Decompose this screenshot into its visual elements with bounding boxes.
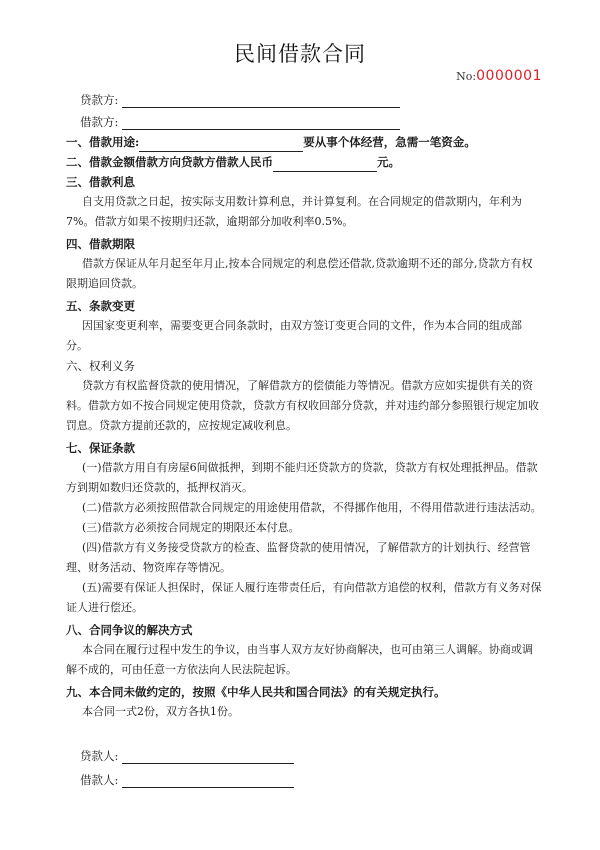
section-dispute-body: 本合同在履行过程中发生的争议，由当事人双方友好协商解决，也可由第三人调解。协商或调解不成的，可由任意一方依法向人民法院起诉。 (66, 643, 533, 676)
section-loan-purpose (66, 132, 542, 152)
section-change-body: 因国家变更利率，需要变更合同条款时，由双方签订变更合同的文件，作为本合同的组成部分。 (66, 319, 522, 352)
section-interest-body: 自支用贷款之日起，按实际支用数计算利息，并计算复利。在合同规定的借款期内，年利为7%。借款方如果不按期归还款，逾期部分加收利率0.5%。 (66, 195, 522, 228)
contract-body (66, 132, 542, 722)
borrower-label: 借款方: (80, 115, 119, 129)
section-dispute-heading: 八、合同争议的解决方式 (66, 623, 193, 637)
borrower-signature (80, 772, 294, 788)
section-interest-heading: 三、借款利息 (66, 175, 135, 189)
loan-purpose-suffix: 要从事个体经营，急需一笔资金。 (303, 135, 476, 149)
section-term-heading: 四、借款期限 (66, 237, 135, 251)
guarantee-item: (二)借款方必须按照借款合同规定的用途使用借款，不得挪作他用，不得用借款进行违法活动。 (82, 501, 542, 514)
section-guarantee-heading: 七、保证条款 (66, 441, 135, 455)
guarantee-item: (一)借款方用自有房屋6间做抵押，到期不能归还贷款方的贷款，贷款方有权处理抵押品。借款方到期如数归还贷款的，抵押权消灭。 (66, 461, 538, 494)
lender-input-line[interactable] (122, 93, 400, 108)
loan-amount-label: 二、借款金额借款方向贷款方借款人民币 (66, 155, 273, 169)
section-loan-amount (66, 152, 542, 172)
borrower-signature-line[interactable] (122, 773, 294, 788)
lender-signature (80, 748, 294, 764)
section-rights-body: 贷款方有权监督贷款的使用情况，了解借款方的偿债能力等情况。借款方应如实提供有关的资料。借款方如不按合同规定使用贷款，贷款方有权收回部分贷款，并对违约部分参照银行规定加收罚息。贷款方提前还款的，应按规定减收利息。 (66, 379, 539, 432)
lender-label: 贷款方: (80, 93, 119, 107)
document-number-value: 0000001 (476, 68, 542, 84)
borrower-signature-label: 借款人: (80, 773, 119, 787)
loan-amount-suffix: 元。 (377, 155, 400, 169)
section-change-heading: 五、条款变更 (66, 299, 135, 313)
document-number-prefix: No: (456, 70, 477, 83)
document-title: 民间借款合同 (234, 42, 366, 66)
document-number (456, 68, 542, 84)
borrower-field (80, 114, 400, 130)
lender-signature-line[interactable] (122, 749, 294, 764)
section-term-body: 借款方保证从年月起至年月止,按本合同规定的利息偿还借款,贷款逾期不还的部分,贷款方有权限期追回贷款。 (66, 257, 533, 290)
borrower-input-line[interactable] (122, 115, 400, 130)
lender-signature-label: 贷款人: (80, 749, 119, 763)
section-other-heading: 九、本合同未做约定的，按照《中华人民共和国合同法》的有关规定执行。 (66, 685, 446, 699)
lender-field (80, 92, 400, 108)
loan-purpose-label: 一、借款用途: (66, 135, 140, 149)
guarantee-item: (四)借款方有义务接受贷款方的检查、监督贷款的使用情况，了解借款方的计划执行、经营管理、财务活动、物资库存等情况。 (66, 541, 531, 574)
loan-amount-input-line[interactable] (273, 159, 377, 172)
section-other-body: 本合同一式2份，双方各执1份。 (82, 705, 239, 718)
loan-purpose-input-line[interactable] (139, 139, 303, 152)
guarantee-item: (五)需要有保证人担保时，保证人履行连带责任后，有向借款方追偿的权利，借款方有义务对保证人进行偿还。 (66, 581, 542, 614)
section-rights-heading: 六、权利义务 (66, 359, 135, 373)
guarantee-item: (三)借款方必须按合同规定的期限还本付息。 (82, 521, 300, 534)
